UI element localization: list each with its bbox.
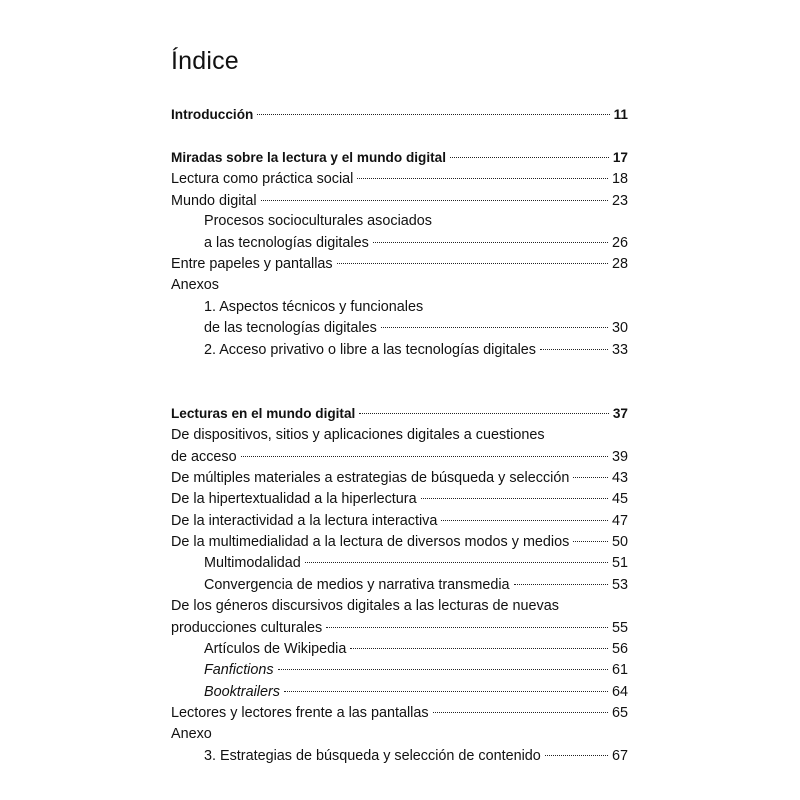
toc-entry-title: Procesos socioculturales asociados [204,213,432,229]
toc-entry-page: 47 [611,513,628,529]
toc-subentry[interactable] [204,574,628,596]
page-title: Índice [171,46,239,75]
toc-entry[interactable] [171,446,628,468]
toc-entry-title: Lectores y lectores frente a las pantallas [171,705,429,721]
dot-leader [450,157,609,158]
toc-entry-page: 37 [612,406,628,421]
toc-entry-title: Artículos de Wikipedia [204,641,347,657]
dot-leader [284,691,608,692]
toc-entry-title: De la interactividad a la lectura interactiva [171,513,438,529]
dot-leader [350,648,608,649]
toc-entry-title: Anexo [171,726,212,742]
toc-entry-anexos[interactable] [171,274,628,296]
toc-entry-page: 28 [611,256,628,272]
toc-entry[interactable] [171,190,628,212]
toc-subentry[interactable] [204,638,628,660]
toc-entry[interactable] [171,531,628,553]
toc-subentry[interactable] [204,681,628,703]
toc-entry-title: De múltiples materiales a estrategias de búsqueda y selección [171,470,570,486]
dot-leader [433,712,608,713]
dot-leader [421,498,608,499]
toc-entry-title: de acceso [171,449,237,465]
toc-entry-page: 51 [611,555,628,571]
toc-subentry[interactable] [204,745,628,767]
dot-leader [278,669,608,670]
toc-entry-title: de las tecnologías digitales [204,320,377,336]
toc-entry-page: 64 [611,684,628,700]
toc-entry-title: 2. Acceso privativo o libre a las tecnologías digitales [204,342,536,358]
dot-leader [441,520,608,521]
dot-leader [257,114,609,115]
toc-entry-title: Multimodalidad [204,555,301,571]
dot-leader [573,477,608,478]
toc-entry-page: 11 [613,107,628,122]
toc-entry-page: 55 [611,620,628,636]
toc-subentry[interactable] [204,232,628,254]
dot-leader [373,242,608,243]
toc-entry-page: 53 [611,577,628,593]
toc-entry-anexo[interactable] [171,723,628,745]
toc-entry-title: De los géneros discursivos digitales a las lecturas de nuevas [171,598,559,614]
toc-subentry[interactable] [204,296,628,318]
toc-entry-title: 3. Estrategias de búsqueda y selección de contenido [204,748,541,764]
dot-leader [381,327,608,328]
toc-entry-page: 26 [611,235,628,251]
toc-entry[interactable] [171,702,628,724]
toc-subentry[interactable] [204,339,628,361]
dot-leader [241,456,608,457]
toc-entry[interactable] [171,617,628,639]
toc-entry-title: De la multimedialidad a la lectura de diversos modos y medios [171,534,570,550]
toc-entry-introduccion[interactable] [171,104,628,126]
toc-entry-title: Miradas sobre la lectura y el mundo digital [171,150,446,165]
toc-entry[interactable] [171,488,628,510]
dot-leader [573,541,608,542]
dot-leader [359,413,609,414]
dot-leader [305,562,608,563]
toc-entry-title: Booktrailers [204,684,280,700]
toc-entry-page: 39 [611,449,628,465]
toc-entry-title: Lectura como práctica social [171,171,354,187]
toc-entry[interactable] [171,467,628,489]
dot-leader [514,584,608,585]
toc-entry[interactable] [171,595,628,617]
toc-entry-page: 23 [611,193,628,209]
toc-entry-title: Fanfictions [204,662,274,678]
toc-chapter-lecturas[interactable] [171,403,628,425]
toc-entry-page: 17 [612,150,628,165]
toc-entry[interactable] [171,253,628,275]
toc-entry-page: 56 [611,641,628,657]
toc-subentry[interactable] [204,659,628,681]
toc-entry[interactable] [171,168,628,190]
toc-entry-page: 18 [611,171,628,187]
toc-entry-title: Anexos [171,277,219,293]
toc-entry-page: 33 [611,342,628,358]
dot-leader [545,755,608,756]
toc-entry-title: De dispositivos, sitios y aplicaciones digitales a cuestiones [171,427,545,443]
dot-leader [540,349,608,350]
toc-subentry[interactable] [204,210,628,232]
toc-entry-page: 67 [611,748,628,764]
dot-leader [261,200,608,201]
toc-entry-title: Lecturas en el mundo digital [171,406,356,421]
dot-leader [337,263,608,264]
toc-entry-title: a las tecnologías digitales [204,235,369,251]
toc-subentry[interactable] [204,317,628,339]
toc-chapter-miradas[interactable] [171,147,628,169]
toc-entry-page: 61 [611,662,628,678]
dot-leader [357,178,608,179]
toc-entry-title: 1. Aspectos técnicos y funcionales [204,299,424,315]
toc-entry-page: 65 [611,705,628,721]
toc-entry-title: Entre papeles y pantallas [171,256,333,272]
toc-entry-title: Convergencia de medios y narrativa transmedia [204,577,510,593]
toc-entry[interactable] [171,510,628,532]
toc-subentry[interactable] [204,552,628,574]
toc-entry-page: 50 [611,534,628,550]
toc-entry-title: Introducción [171,107,254,122]
toc-entry-page: 30 [611,320,628,336]
toc-entry-page: 45 [611,491,628,507]
toc-entry-title: De la hipertextualidad a la hiperlectura [171,491,417,507]
dot-leader [326,627,608,628]
toc-entry-title: Mundo digital [171,193,257,209]
toc-entry-title: producciones culturales [171,620,323,636]
toc-entry[interactable] [171,424,628,446]
toc-entry-page: 43 [611,470,628,486]
